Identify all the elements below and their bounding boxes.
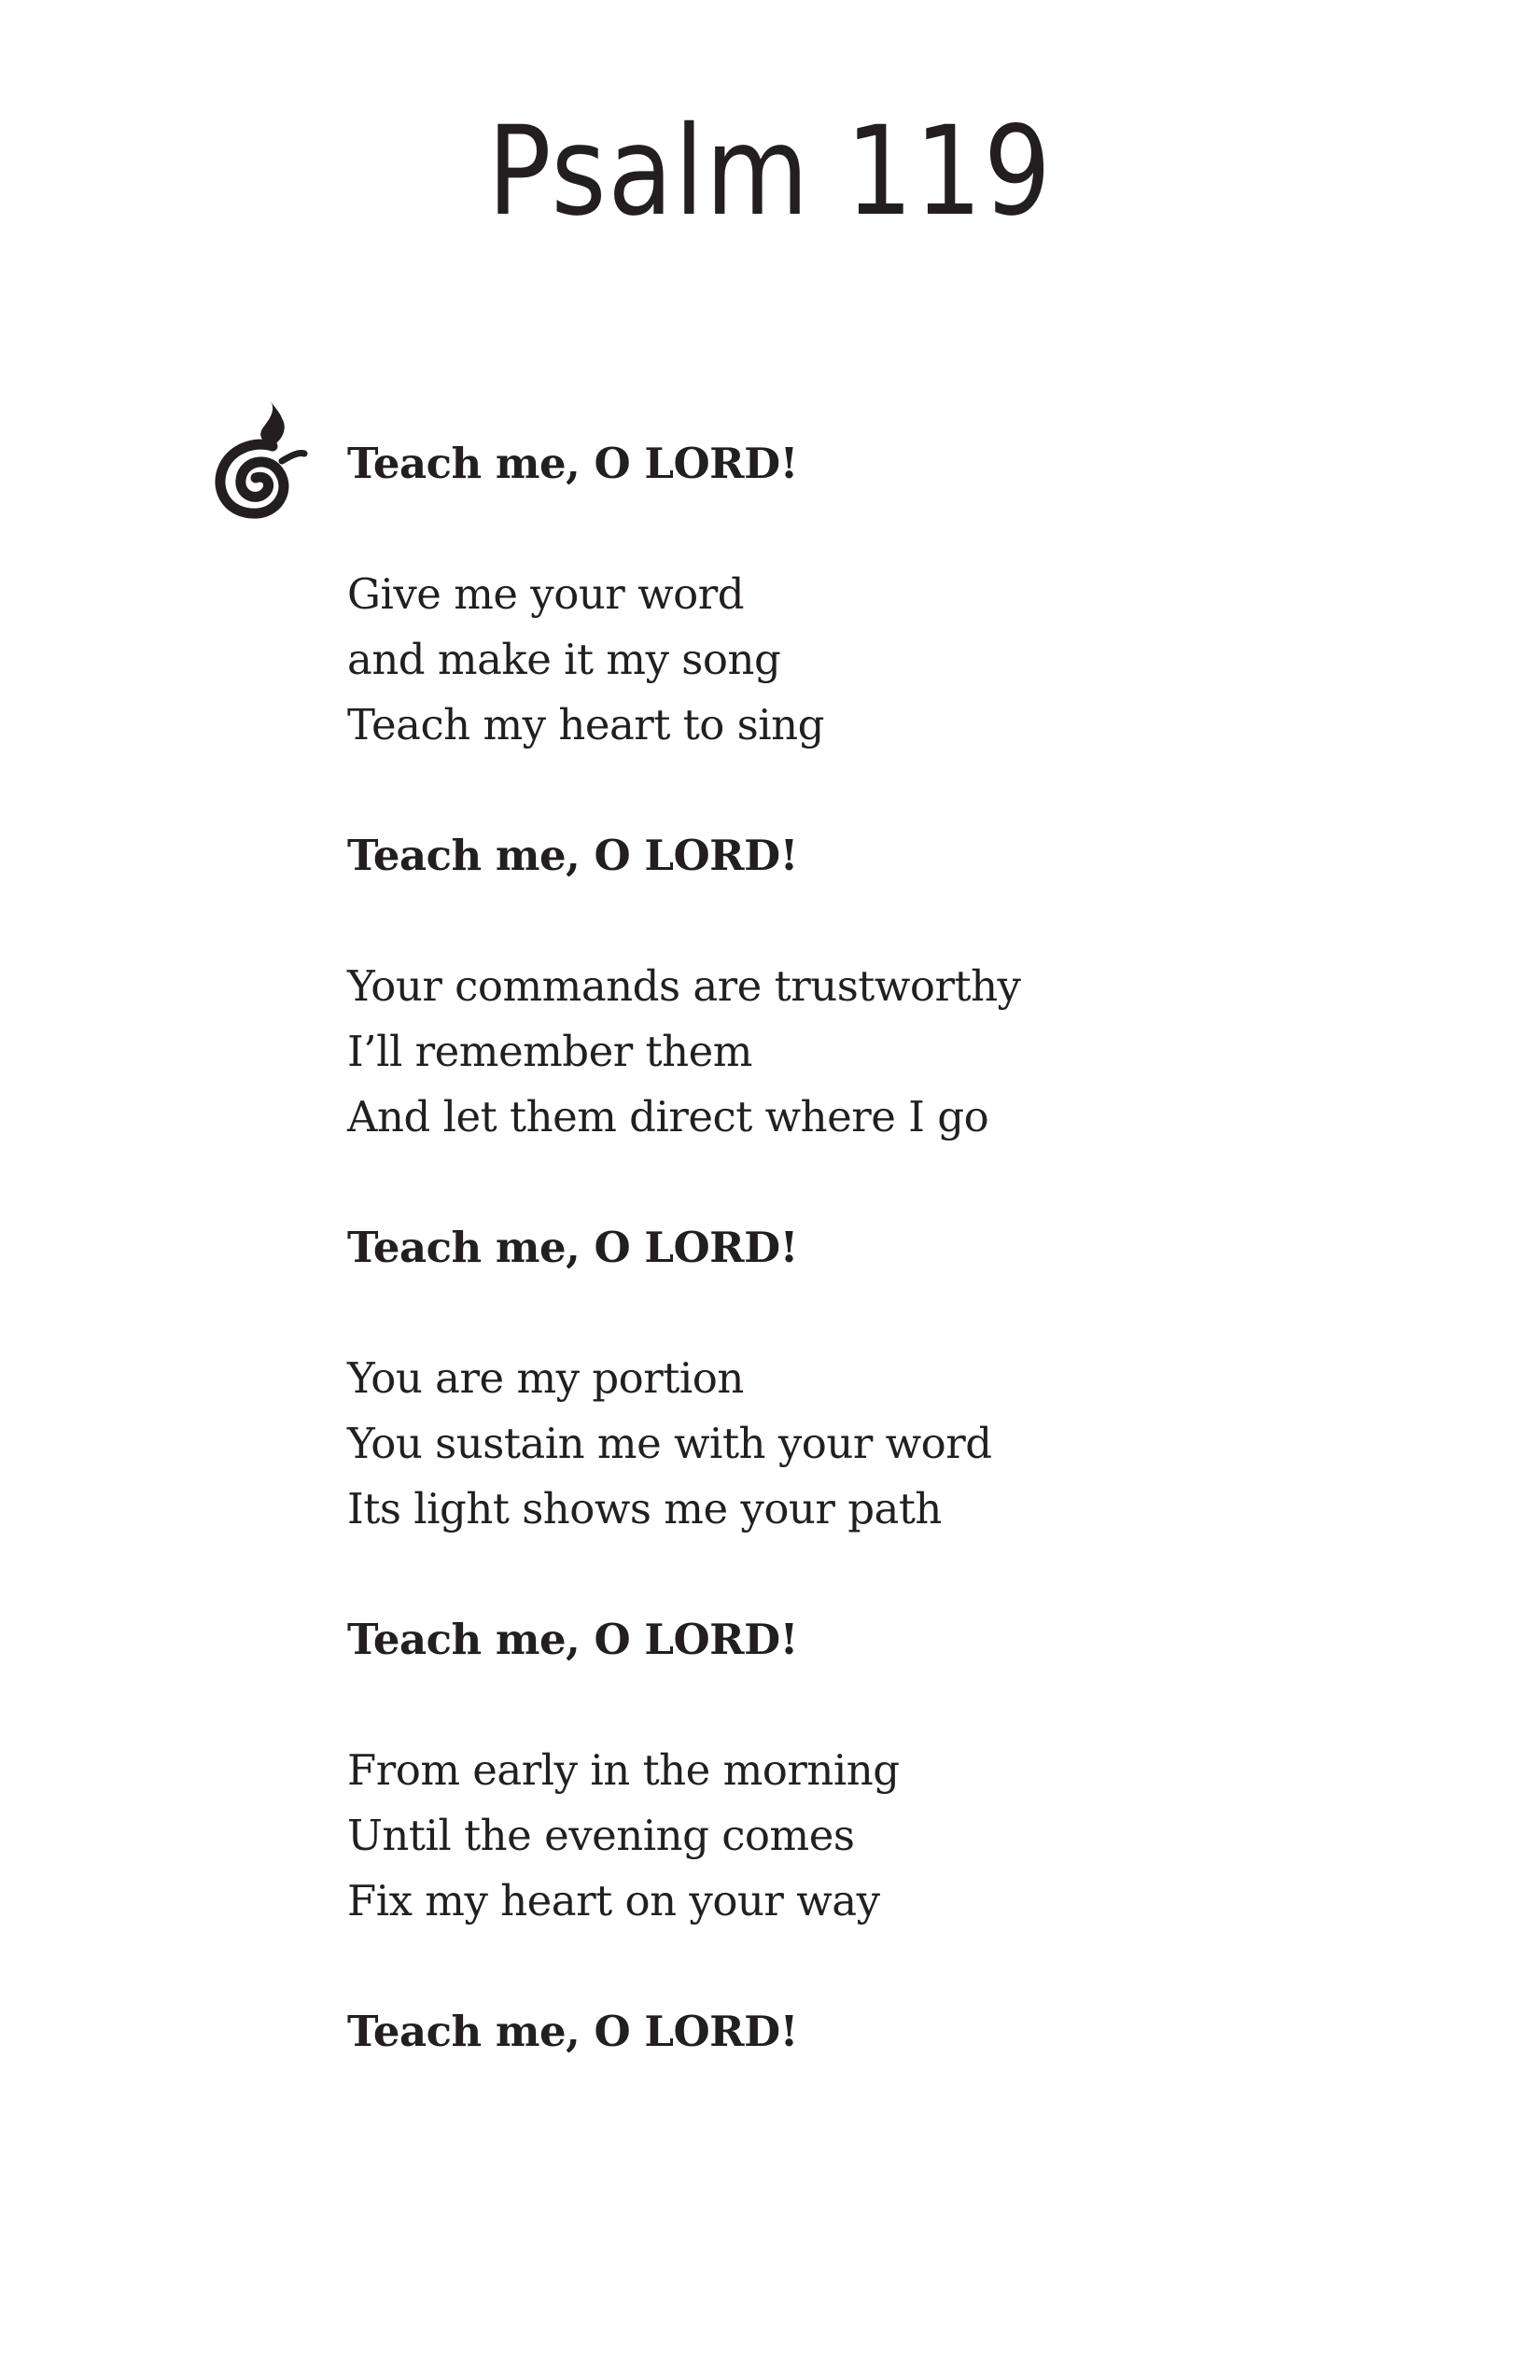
poem-line: You are my portion	[347, 1353, 744, 1403]
poem-line: and make it my song	[347, 635, 781, 684]
spiral-ornament-icon	[202, 396, 308, 536]
poem-line: And let them direct where I go	[347, 1092, 989, 1141]
stanza-gap	[347, 1934, 1374, 1999]
stanza-gap	[347, 1281, 1374, 1346]
poem-line: You sustain me with your word	[347, 1419, 992, 1468]
stanza-gap	[347, 1673, 1374, 1738]
poem-line: I’ll remember them	[347, 1027, 752, 1076]
refrain-line: Teach me, O LORD!	[347, 1615, 798, 1664]
refrain-line: Teach me, O LORD!	[347, 831, 798, 880]
refrain-line: Teach me, O LORD!	[347, 439, 798, 488]
stanza-gap	[347, 1542, 1374, 1607]
poem-line: Teach my heart to sing	[347, 700, 824, 749]
poem-line: Until the evening comes	[347, 1811, 855, 1860]
refrain-line: Teach me, O LORD!	[347, 1223, 798, 1272]
stanza-gap	[347, 497, 1374, 562]
poem-line: Fix my heart on your way	[347, 1876, 880, 1925]
poem-line: From early in the morning	[347, 1745, 900, 1795]
stanza-gap	[347, 758, 1374, 823]
poem-line: Your commands are trustworthy	[347, 961, 1021, 1011]
page-title: Psalm 119	[487, 100, 1053, 244]
refrain-line: Teach me, O LORD!	[347, 2007, 798, 2056]
stanza-gap	[347, 1150, 1374, 1215]
stanza-gap	[347, 889, 1374, 954]
poem-line: Its light shows me your path	[347, 1484, 942, 1533]
poem	[347, 431, 1374, 2065]
poem-line: Give me your word	[347, 569, 745, 619]
